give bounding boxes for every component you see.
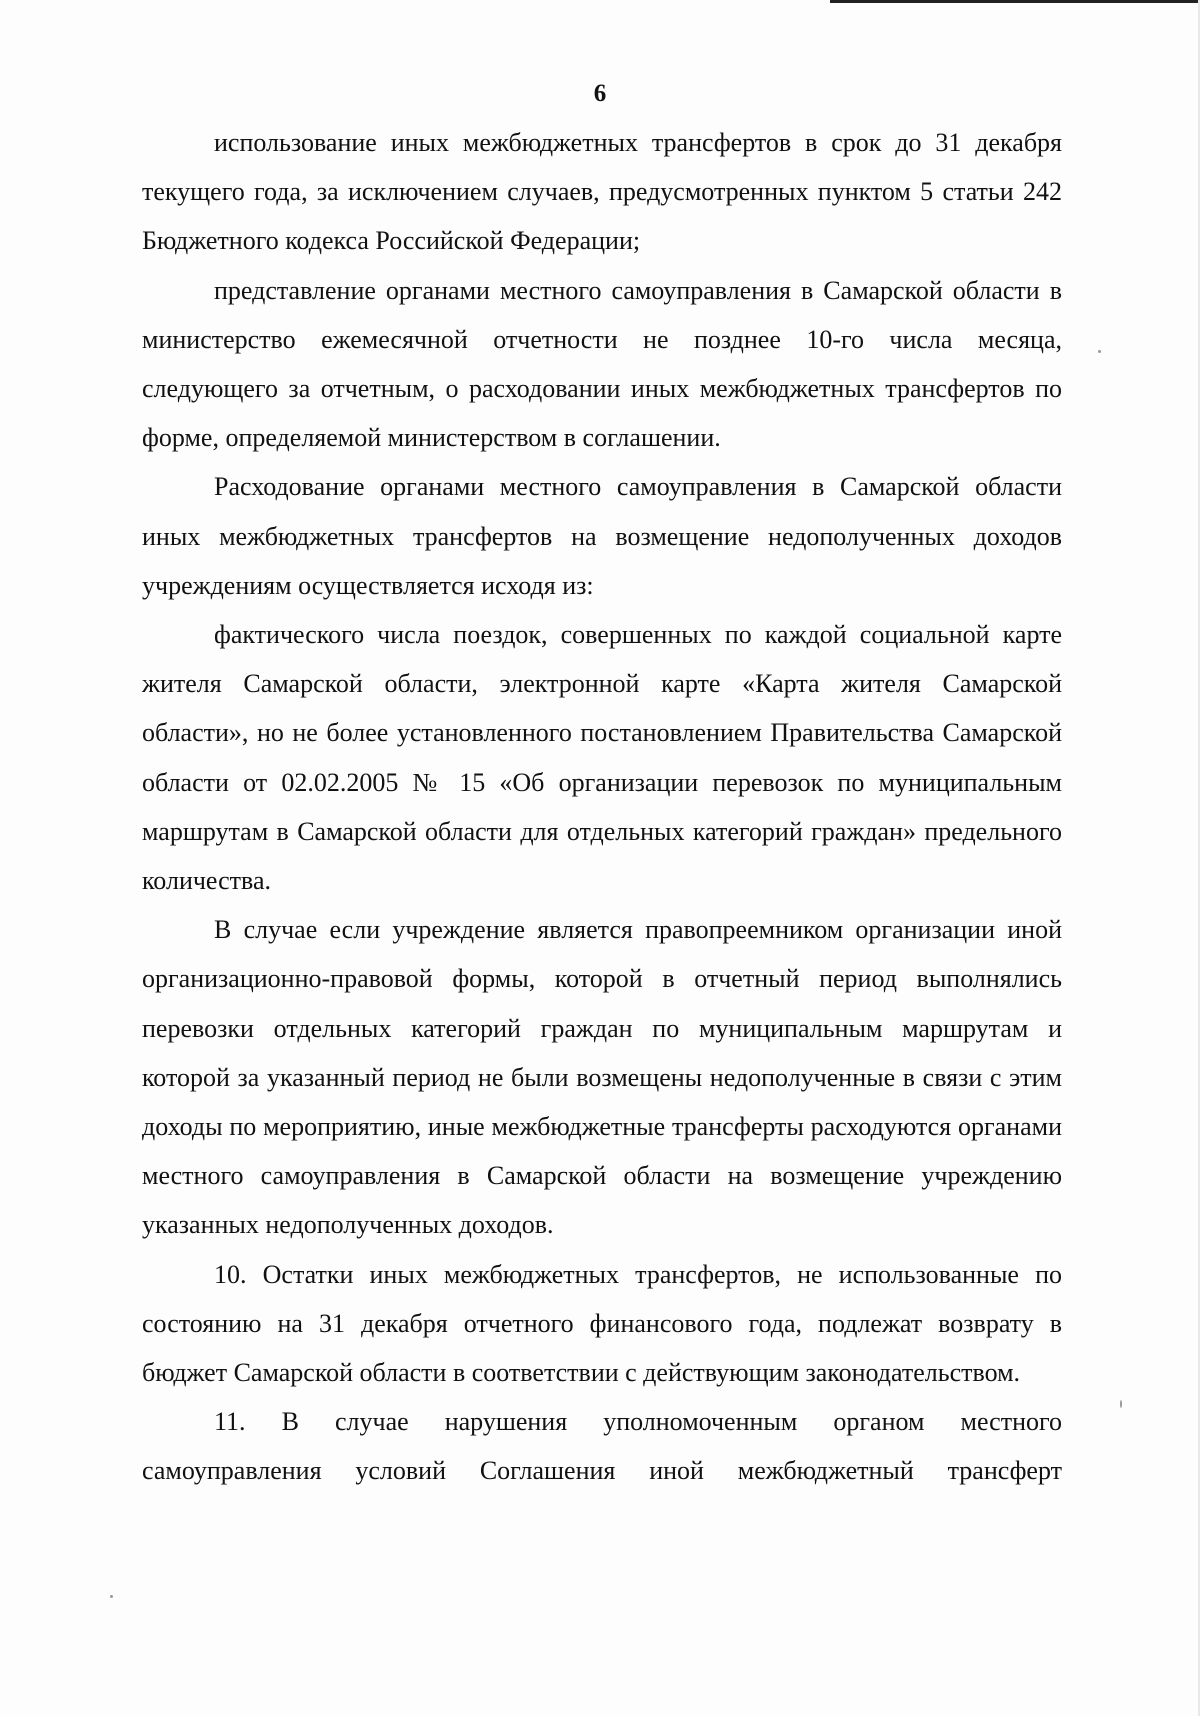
document-body (142, 118, 1062, 1496)
scan-speck (110, 1595, 113, 1598)
scan-speck (1098, 350, 1101, 353)
paragraph-item-10-remainders: 10. Остатки иных межбюджетных трансфертов, не использованные по состоянию на 31 декабря отчетного финансового года, подлежат возврату в бюджет Самарской области в соответствии с действующим законодательством. (142, 1259, 1062, 1388)
scan-edge-top (830, 0, 1200, 3)
page-number: 6 (593, 80, 607, 107)
scan-speck (1120, 1400, 1122, 1408)
paragraph-trips-count: фактического числа поездок, совершенных по каждой социальной карте жителя Самарской области, электронной карте «Карта жителя Самарской области», но не более установленного постановлением Правительства Самарской области от 02.02.2005 № 15 «Об организации перевозок по муниципальным маршрутам в Самарской области для отдельных категорий граждан» предельного количества. (142, 620, 1062, 896)
paragraph-spending-basis: Расходование органами местного самоуправления в Самарской области иных межбюджетных трансфертов на возмещение недополученных доходов учреждениям осуществляется исходя из: (142, 472, 1062, 600)
paragraph-successor: В случае если учреждение является правопреемником организации иной организационно-правовой формы, которой в отчетный период выполнялись перевозки отдельных категорий граждан по муниципальным маршрутам и которой за указанный период не были возмещены недополученные в связи с этим доходы по мероприятию, иные межбюджетные трансферты расходуются органами местного самоуправления в Самарской области на возмещение учреждению указанных недополученных доходов. (142, 915, 1062, 1240)
paragraph-item-11-violation: 11. В случае нарушения уполномоченным органом местного самоуправления условий Соглашения иной межбюджетный трансферт (142, 1407, 1062, 1486)
paragraph-reporting: представление органами местного самоуправления в Самарской области в министерство ежемесячной отчетности не позднее 10-го числа месяца, следующего за отчетным, о расходовании иных межбюджетных трансфертов по форме, определяемой министерством в соглашении. (142, 275, 1062, 453)
paragraph-transfers-usage: использование иных межбюджетных трансфертов в срок до 31 декабря текущего года, за исключением случаев, предусмотренных пунктом 5 статьи 242 Бюджетного кодекса Российской Федерации; (142, 128, 1062, 256)
